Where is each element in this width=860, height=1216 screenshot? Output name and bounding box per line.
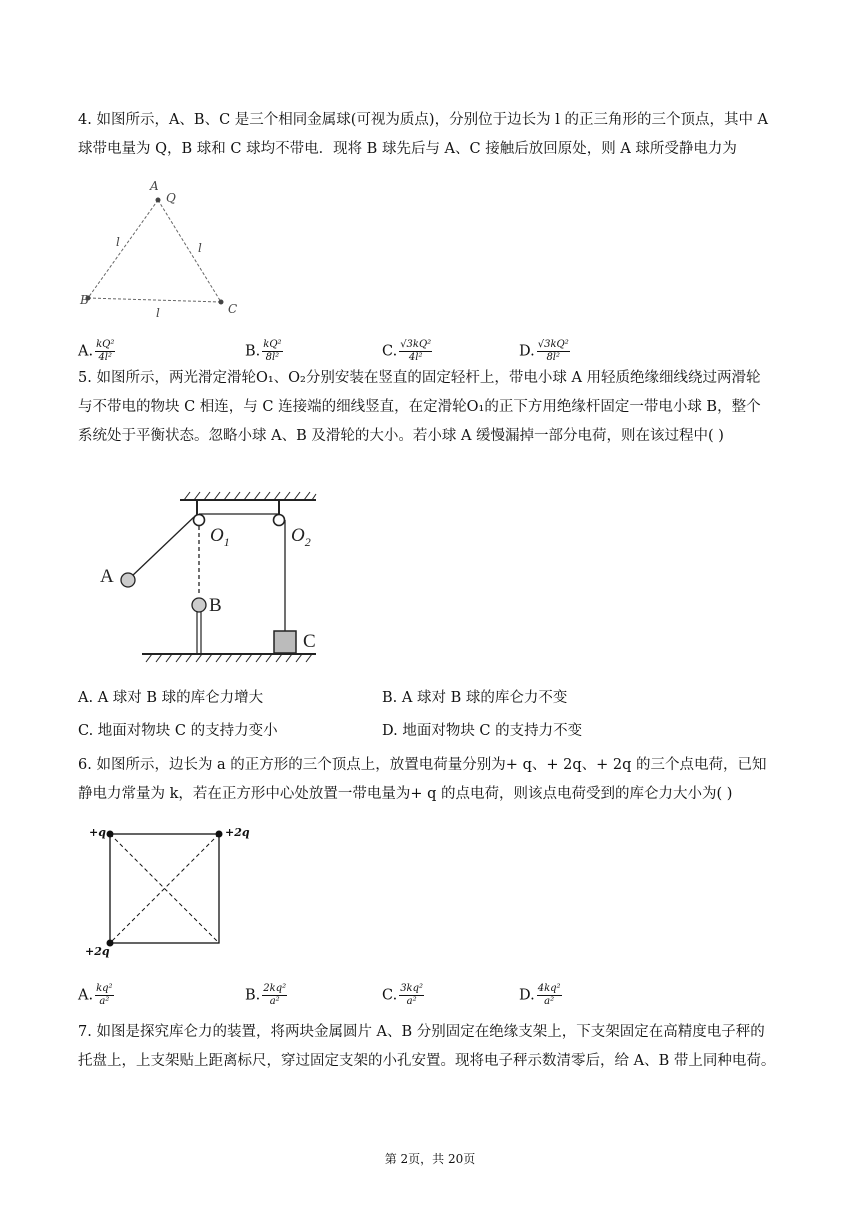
square-figure [82, 822, 262, 962]
ball-a [121, 573, 135, 587]
question-6-text [78, 751, 784, 809]
pulley-figure [98, 488, 338, 666]
q4-option-c[interactable]: C. $\frac{\text{√3kQ²}}{\text{4l²}}$ [382, 339, 432, 363]
question-4-text [78, 106, 784, 164]
label-o1: $O_1$ [210, 525, 230, 549]
pulley-o2 [274, 515, 285, 526]
page-footer: 第 2页，共 20页 [384, 1152, 476, 1166]
q7-line-2: 托盘上，上支架贴上距离标尺，穿过固定支架的小孔安置。现将电子秤示数清零后，给 A、B 带上同种电荷。 [78, 1053, 776, 1069]
q5-line-2: 与不带电的物块 C 相连，与 C 连接端的细线竖直，在定滑轮O₁的正下方用绝缘杆固定一带电小球 B，整个 [78, 399, 761, 415]
label-c: C [228, 302, 238, 316]
label-a: A [150, 179, 159, 193]
label-tr: +2q [225, 826, 250, 839]
q6-option-b[interactable]: B. $\frac{\text{2kq²}}{\text{a²}}$ [245, 983, 287, 1007]
ball-b [192, 598, 206, 612]
charge-2q-top-dot [216, 831, 223, 838]
charge-q-dot [107, 831, 114, 838]
side-ac-label: l [198, 241, 202, 255]
pulley-o1 [194, 515, 205, 526]
q4-line-2: 球带电量为 Q，B 球和 C 球均不带电．现将 B 球先后与 A、C 接触后放回原处，则 A 球所受静电力为 [78, 141, 737, 157]
q4-line-1: 4. 如图所示，A、B、C 是三个相同金属球(可视为质点)，分别位于边长为 l 的正三角形的三个顶点，其中 A [78, 112, 769, 128]
q5-option-d[interactable]: D. 地面对物块 C 的支持力不变 [382, 723, 583, 739]
label-b: B [209, 595, 222, 616]
q5-line-3: 系统处于平衡状态。忽略小球 A、B 及滑轮的大小。若小球 A 缓慢漏掉一部分电荷，则在该过程中( ) [78, 428, 724, 444]
side-ab-label: l [116, 235, 120, 249]
q5-option-b[interactable]: B. A 球对 B 球的库仑力不变 [382, 690, 568, 706]
q4-option-b[interactable]: B. $\frac{\text{kQ²}}{\text{8l²}}$ [245, 339, 282, 363]
q5-option-a[interactable]: A. A 球对 B 球的库仑力增大 [78, 690, 264, 706]
label-b: B [80, 293, 89, 307]
q6-option-d[interactable]: D. $\frac{\text{4kq²}}{\text{a²}}$ [519, 983, 561, 1007]
side-bc-label: l [156, 306, 160, 320]
q4-option-d[interactable]: D. $\frac{\text{√3kQ²}}{\text{8l²}}$ [519, 339, 569, 363]
q5-option-c[interactable]: C. 地面对物块 C 的支持力变小 [78, 723, 278, 739]
question-7-text [78, 1018, 784, 1076]
q6-option-a[interactable]: A. $\frac{\text{kq²}}{\text{a²}}$ [78, 983, 113, 1007]
q6-option-c[interactable]: C. $\frac{\text{3kq²}}{\text{a²}}$ [382, 983, 424, 1007]
label-c: C [303, 631, 316, 652]
label-o2: $O_2$ [291, 525, 311, 549]
ball-c-dot [219, 300, 224, 305]
q5-line-1: 5. 如图所示，两光滑定滑轮O₁、O₂分别安装在竖直的固定轻杆上，带电小球 A 用轻质绝缘细线绕过两滑轮 [78, 370, 761, 386]
question-5-text [78, 364, 784, 451]
label-a: A [100, 566, 114, 587]
label-bl: +2q [85, 945, 110, 958]
label-tl: +q [89, 826, 106, 839]
q7-line-1: 7. 如图是探究库仑力的装置，将两块金属圆片 A、B 分别固定在绝缘支架上，下支架固定在高精度电子秤的 [78, 1024, 765, 1040]
q4-option-a[interactable]: A. $\frac{\text{kQ²}}{\text{4l²}}$ [78, 339, 115, 363]
ball-a-dot [156, 198, 161, 203]
q6-line-2: 静电力常量为 k，若在正方形中心处放置一带电量为+ q 的点电荷，则该点电荷受到的库仑力大小为( ) [78, 786, 733, 802]
triangle-figure [78, 176, 248, 321]
block-c [274, 631, 296, 653]
label-q: Q [166, 191, 176, 205]
q6-line-1: 6. 如图所示，边长为 a 的正方形的三个顶点上，放置电荷量分别为+ q、+ 2q、+ 2q 的三个点电荷，已知 [78, 757, 767, 773]
